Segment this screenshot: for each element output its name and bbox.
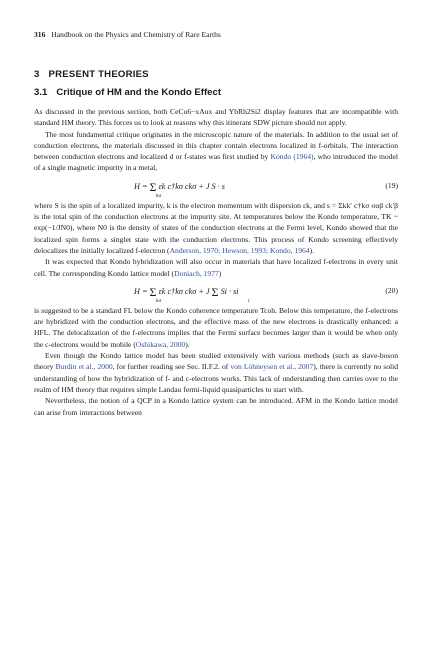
paragraph-5-text-b: ).: [185, 339, 190, 349]
equation-19-sum-index: kσ: [156, 192, 162, 199]
paragraph-5-text-a: is suggested to be a standard FL below the Kondo coherence temperature Tcoh. Below this temperature, the f-electrons are hybridized with the conduction electrons, and the effective mass of the new electrons is drastically enhanced: a HFL. The delocalization of the f-electrons implies that the Fermi surface becomes larger than it would be when only the c-electrons would be mobile (: [34, 305, 398, 349]
equation-19-sum: Σ: [149, 179, 157, 194]
paragraph-6-text-c: ), there is currently no solid understanding of how the hybridization of f- and c-electrons works. This lack of understanding then carries over to the realm of HM theory that requires simple Landau fermi-liquid quasiparticles to start with.: [34, 362, 399, 394]
paragraph-2-text-b: , who introduced the model of a single magnetic impurity in a metal,: [34, 152, 398, 173]
equation-20-sum-index-1: kσ: [156, 297, 162, 304]
equation-20-sum-index-2: i: [248, 297, 250, 304]
citation-doniach-1977[interactable]: Doniach, 1977: [174, 268, 219, 278]
paragraph-3-text-b: ).: [309, 245, 315, 255]
section-number: 3: [34, 69, 40, 80]
subsection-heading: [34, 87, 398, 98]
paragraph-4-text-a: It was expected that Kondo hybridization will also occur in materials that have localized f-electrons in every unit cell. The corresponding Kondo lattice model (: [34, 257, 398, 278]
paragraph-2: [34, 129, 398, 174]
section-title: PRESENT THEORIES: [48, 69, 149, 80]
equation-20-body: [134, 285, 239, 300]
citation-von-lohneysen-2007[interactable]: von Löhneysen et al., 2007: [230, 362, 314, 372]
subsection-number: 3.1: [34, 87, 48, 98]
paragraph-6-text-b: , for further reading see Sec. II.F.2. of: [112, 362, 231, 372]
section-heading: [34, 69, 398, 80]
paragraph-1: As discussed in the previous section, both CeCu6−xAux and YbRh2Si2 display features that are incompatible with standard HM theory. This forces us to look at reasons why this itinerant SDW picture should not apply.: [34, 107, 398, 128]
paragraph-3-text-a: where S is the spin of a localized impurity, k is the electron momentum with dispersion εk, and s = Σkk′ c†kσ σαβ ck′β is the total spin of the conduction electrons at the impurity site. At temperatures below the Kondo temperature, TK ~ exp(−1/JN0), where N0 is the density of states of the conduction electrons at the Fermi level, Kondo showed that the localized spin forms a singlet state with the conduction electrons. This process of Kondo screening effectively delocalizes the initially localized f-electron (: [34, 200, 398, 255]
equation-20-rhs-1: εk c†kσ ckσ + J: [158, 286, 210, 296]
paragraph-3: [34, 200, 398, 256]
equation-19-rhs: εk c†kσ ckσ + J S · s: [158, 181, 225, 191]
equation-20-lhs: H =: [134, 286, 148, 296]
paragraph-2-text-a: The most fundamental critique originates in the microscopic nature of the materials. In addition to the usual set of conduction electrons, the materials discussed in this chapter contain electrons localized in f-orbitals. The interaction between conduction electrons and localized d or f-states was first studied by: [34, 129, 398, 162]
equation-20-sum-1: Σ: [149, 284, 157, 299]
citation-anderson-hewson-kondo[interactable]: Anderson, 1970; Hewson, 1993; Kondo, 1964: [169, 245, 310, 255]
equation-20-sum-2: Σ: [211, 284, 219, 299]
citation-burdin-2000[interactable]: Burdin et al., 2000: [55, 362, 113, 372]
equation-20-rhs-2: Si · si: [220, 286, 239, 296]
paragraph-6-text-a: Even though the Kondo lattice model has been studied extensively with various methods (such as slave-boson theory: [34, 351, 398, 372]
equation-19: [34, 174, 398, 200]
equation-20: [34, 279, 398, 305]
paragraph-7: Nevertheless, the notion of a QCP in a Kondo lattice system can be introduced. AFM in the Kondo lattice model can arise from interactions between: [34, 396, 398, 417]
citation-kondo-1964[interactable]: Kondo (1964): [270, 152, 314, 162]
paragraph-5: [34, 305, 398, 350]
paragraph-4-text-b: ): [218, 268, 222, 278]
equation-19-number: (19): [385, 180, 398, 190]
running-header: [34, 30, 398, 39]
equation-20-number: (20): [385, 285, 398, 295]
subsection-title: Critique of HM and the Kondo Effect: [56, 87, 222, 98]
page: [34, 30, 398, 418]
equation-19-body: [134, 180, 225, 195]
equation-19-lhs: H =: [134, 181, 148, 191]
paragraph-6: [34, 350, 398, 395]
citation-oshikawa-2000[interactable]: Oshikawa, 2000: [135, 339, 186, 349]
running-title: Handbook on the Physics and Chemistry of Rare Earths: [51, 30, 221, 39]
paragraph-4: [34, 256, 398, 279]
page-number: 316: [34, 30, 46, 39]
